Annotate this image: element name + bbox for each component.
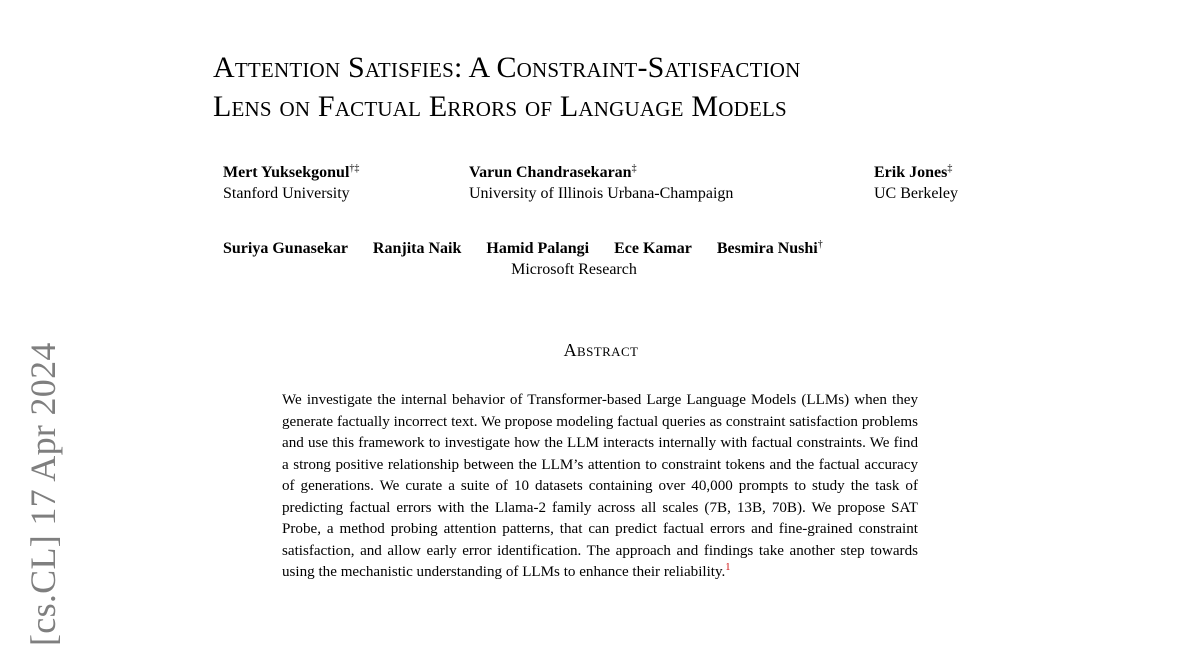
author-group-microsoft bbox=[223, 238, 933, 280]
author-affiliation: University of Illinois Urbana-Champaign bbox=[469, 185, 734, 202]
abstract-text: We investigate the internal behavior of Transformer-based Large Language Models (LLMs) when they generate factually incorrect text. We propose modeling factual queries as constraint satisfaction problems and use this framework to investigate how the LLM interacts internally with factual constraints. We find a strong positive relationship between the LLM’s attention to constraint tokens and the factual accuracy of generations. We curate a suite of 10 datasets containing over 40,000 prompts to study the task of predicting factual errors with the Llama-2 family across all scales (7B, 13B, 70B). We propose SAT Probe, a method probing attention patterns, that can predict factual errors and fine-grained constraint satisfaction, and allow early error identification. The approach and findings take another step towards using the mechanistic understanding of LLMs to enhance their reliability. bbox=[282, 392, 918, 580]
arxiv-stamp: [cs.CL] 17 Apr 2024 bbox=[23, 342, 63, 646]
author-mark: † bbox=[817, 239, 823, 250]
author-name: Mert Yuksekgonul†‡ bbox=[223, 163, 360, 181]
author-name: Erik Jones‡ bbox=[874, 163, 953, 181]
author-mark: ‡ bbox=[631, 163, 637, 174]
author-affiliation: Stanford University bbox=[223, 185, 350, 202]
abstract-body bbox=[282, 390, 918, 584]
paper-title bbox=[213, 48, 801, 126]
author-block-yuksekgonul bbox=[223, 162, 359, 204]
author-name: Varun Chandrasekaran‡ bbox=[469, 163, 637, 181]
footnote-link[interactable]: 1 bbox=[725, 562, 731, 573]
title-line-2: Lens on Factual Errors of Language Models bbox=[213, 90, 787, 123]
author-block-chandrasekaran bbox=[469, 162, 733, 204]
author-name: Ece Kamar bbox=[614, 240, 692, 257]
author-affiliation: Microsoft Research bbox=[511, 261, 637, 278]
author-name: Besmira Nushi bbox=[716, 240, 818, 257]
author-names-row bbox=[223, 238, 933, 259]
author-block-jones bbox=[874, 162, 958, 204]
author-mark: †‡ bbox=[349, 163, 360, 174]
author-name: Hamid Palangi bbox=[486, 240, 590, 257]
author-mark: ‡ bbox=[947, 163, 953, 174]
abstract-heading: Abstract bbox=[563, 340, 639, 360]
author-affiliation: UC Berkeley bbox=[874, 185, 958, 202]
author-name: Suriya Gunasekar bbox=[223, 240, 348, 257]
title-line-1: Attention Satisfies: A Constraint-Satisfaction bbox=[213, 51, 801, 84]
author-name: Ranjita Naik bbox=[372, 240, 462, 257]
